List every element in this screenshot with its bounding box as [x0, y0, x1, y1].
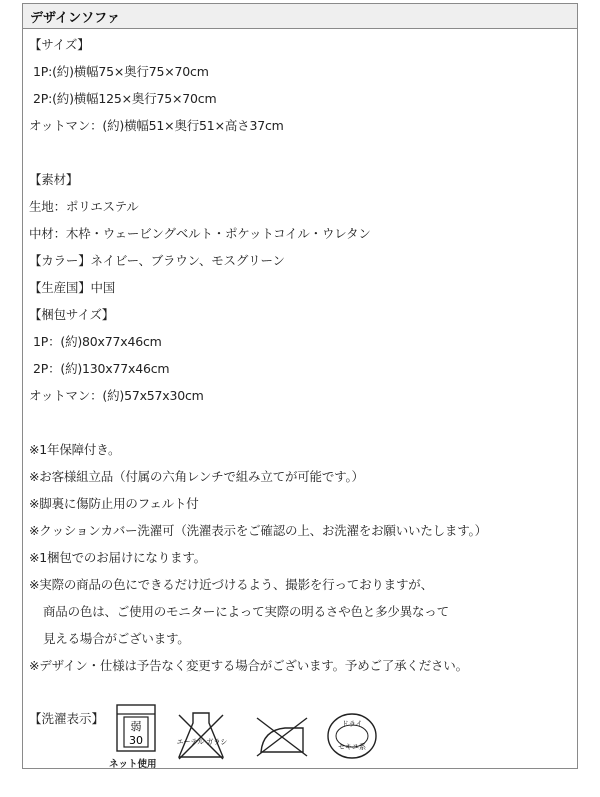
dry-top-text: ドライ — [341, 720, 363, 728]
no-dry-clean-icon — [175, 709, 227, 763]
washing-heading: 【洗濯表示】 — [29, 711, 105, 726]
note-design-change: ※デザイン・仕様は予告なく変更する場合がございます。予めご了承ください。 — [29, 658, 468, 673]
tumble-dry-icon — [326, 712, 378, 760]
package-heading: 【梱包サイズ】 — [29, 307, 115, 322]
color-line: 【カラー】ネイビー、ブラウン、モスグリーン — [29, 253, 285, 268]
size-line-2p: 2P:(約)横幅125×奥行75×70cm — [33, 91, 217, 106]
material-filling: 中材：木枠・ウェービングベルト・ポケットコイル・ウレタン — [29, 226, 371, 241]
dry-clean-text: エーテル ガラシ — [176, 738, 227, 746]
wash-weak-text: 弱 — [130, 720, 142, 733]
dry-bottom-text: セキユ系 — [338, 743, 366, 751]
material-fabric: 生地：ポリエステル — [29, 199, 139, 214]
note-one-package: ※1梱包でのお届けになります。 — [29, 550, 206, 565]
size-heading: 【サイズ】 — [29, 37, 90, 52]
note-cushion-cover: ※クッションカバー洗濯可（洗濯表示をご確認の上、お洗濯をお願いいたします。） — [29, 523, 487, 538]
material-heading: 【素材】 — [29, 172, 79, 187]
package-line-1p: 1P：(約)80x77x46cm — [33, 334, 162, 349]
note-color-3: 見える場合がございます。 — [43, 631, 190, 646]
note-warranty: ※1年保障付き。 — [29, 442, 121, 457]
title-bar — [23, 4, 577, 29]
wash-caption: ネット使用 — [109, 759, 157, 770]
package-line-ottoman: オットマン：(約)57x57x30cm — [29, 388, 204, 403]
no-iron-icon — [253, 716, 309, 758]
size-line-ottoman: オットマン：(約)横幅51×奥行51×高さ37cm — [29, 118, 284, 133]
note-assembly: ※お客様組立品（付属の六角レンチで組み立てが可能です。） — [29, 469, 364, 484]
product-spec-panel — [22, 3, 578, 769]
note-color-2: 商品の色は、ご使用のモニターによって実際の明るさや色と多少異なって — [43, 604, 449, 619]
package-line-2p: 2P：(約)130x77x46cm — [33, 361, 170, 376]
size-line-1p: 1P:(約)横幅75×奥行75×70cm — [33, 64, 209, 79]
hand-wash-weak-30-icon — [115, 704, 159, 754]
origin-line: 【生産国】中国 — [29, 280, 116, 295]
wash-temp-text: 30 — [129, 734, 143, 747]
note-felt: ※脚裏に傷防止用のフェルト付 — [29, 496, 199, 511]
section-title: デザインソファ — [30, 11, 120, 26]
note-color-1: ※実際の商品の色にできるだけ近づけるよう、撮影を行っておりますが、 — [29, 577, 433, 592]
